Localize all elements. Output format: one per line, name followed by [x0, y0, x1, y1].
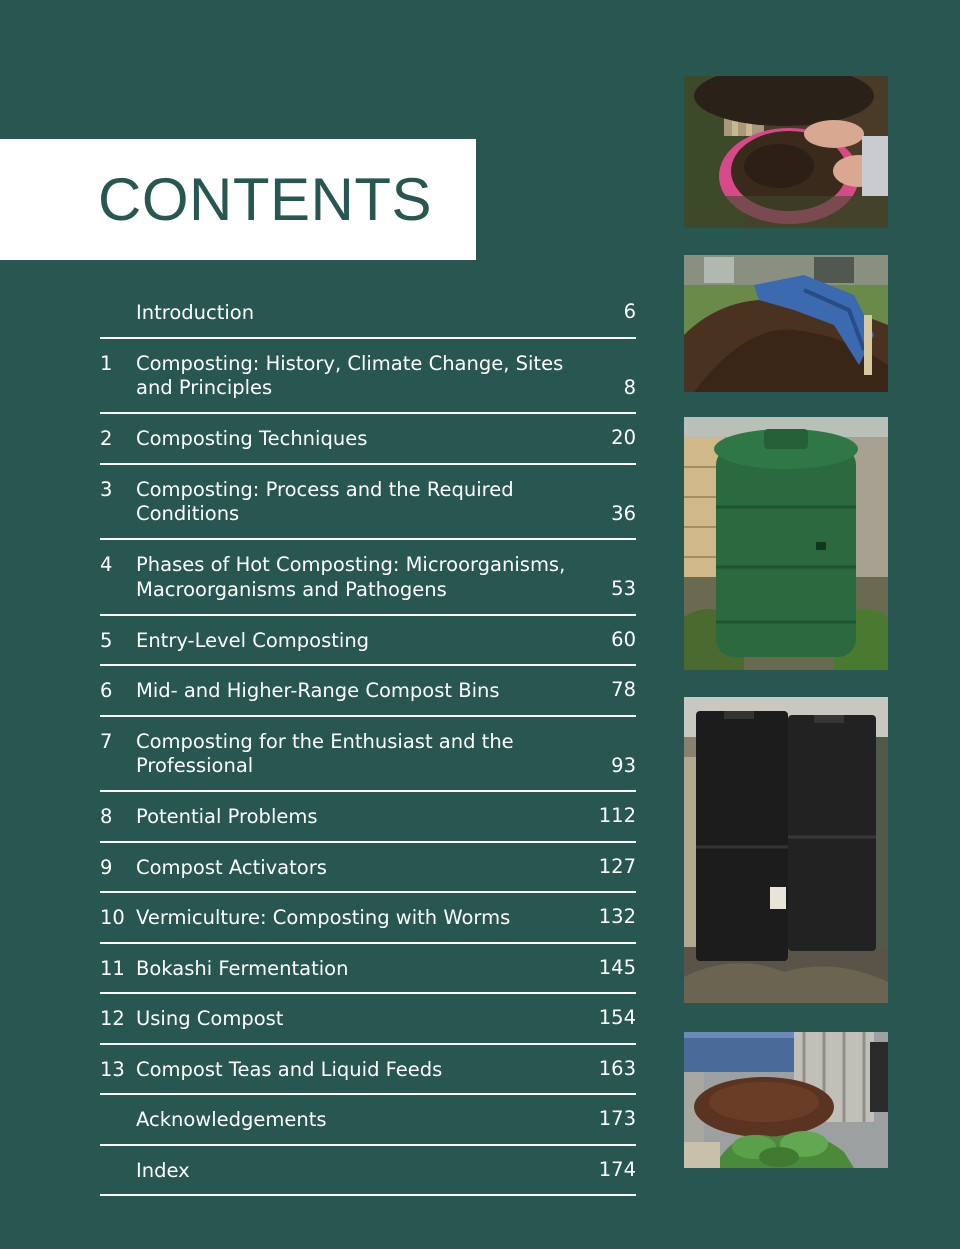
chapter-number: 12 [100, 1007, 125, 1030]
chapter-number: 4 [100, 553, 113, 576]
toc-row[interactable] [100, 1146, 636, 1197]
chapter-title: Composting for the Enthusiast and the Professional [136, 729, 514, 777]
chapter-number: 13 [100, 1057, 125, 1081]
chapter-title: Mid- and Higher-Range Compost Bins [136, 679, 500, 702]
page-number: 6 [623, 300, 636, 323]
page-number: 53 [611, 577, 636, 600]
toc-row[interactable] [100, 414, 636, 465]
chapter-number: 3 [100, 477, 113, 501]
toc-row[interactable] [100, 944, 636, 995]
chapter-title: Potential Problems [136, 805, 318, 828]
page-number: 60 [611, 627, 636, 651]
title-banner [0, 139, 476, 260]
chapter-title: Composting Techniques [136, 427, 368, 450]
toc-row[interactable] [100, 288, 636, 339]
chapter-title: Compost Activators [136, 855, 327, 879]
page-number: 163 [598, 1056, 636, 1080]
toc-row[interactable] [100, 540, 636, 616]
chapter-title: Compost Teas and Liquid Feeds [136, 1057, 443, 1081]
page-number: 20 [611, 426, 636, 449]
chapter-number: 7 [100, 729, 113, 753]
page-number: 93 [611, 753, 636, 777]
toc-row[interactable] [100, 465, 636, 541]
chapter-title: Entry-Level Composting [136, 628, 370, 652]
chapter-title: Index [136, 1158, 190, 1182]
toc-row[interactable] [100, 792, 636, 843]
page-number: 173 [598, 1107, 636, 1130]
toc-row[interactable] [100, 666, 636, 717]
toc-row[interactable] [100, 893, 636, 944]
toc-row[interactable] [100, 1095, 636, 1146]
compost-heap-with-tarp-photo [684, 255, 888, 392]
chapter-title: Composting: Process and the Required Conditions [136, 477, 514, 525]
page-number: 145 [598, 955, 636, 979]
page-number: 112 [598, 804, 636, 827]
page-number: 8 [623, 375, 636, 399]
chapter-title: Using Compost [136, 1007, 284, 1030]
toc-row[interactable] [100, 717, 636, 793]
black-compost-bins-photo [684, 697, 888, 1003]
chapter-title: Vermiculture: Composting with Worms [136, 906, 511, 929]
chapter-number: 5 [100, 628, 113, 652]
chapter-title: Introduction [136, 301, 255, 324]
page-number: 174 [598, 1157, 636, 1181]
green-compost-bin-photo [684, 417, 888, 670]
chapter-title: Bokashi Fermentation [136, 956, 349, 980]
chapter-number: 11 [100, 956, 125, 980]
page-number: 36 [611, 501, 636, 525]
page-number: 154 [598, 1006, 636, 1029]
chapter-title: Composting: History, Climate Change, Sites and Principles [136, 351, 564, 399]
toc-row[interactable] [100, 1045, 636, 1096]
toc-row[interactable] [100, 616, 636, 667]
page-number: 132 [598, 905, 636, 928]
toc-row[interactable] [100, 994, 636, 1045]
page-number: 127 [598, 854, 636, 878]
table-of-contents [100, 288, 636, 1196]
page-number: 78 [611, 678, 636, 701]
toc-row[interactable] [100, 843, 636, 894]
chapter-number: 6 [100, 679, 113, 702]
chapter-number: 9 [100, 855, 113, 879]
chapter-number: 1 [100, 351, 113, 375]
chapter-number: 2 [100, 427, 113, 450]
chapter-number: 8 [100, 805, 113, 828]
chapter-title: Phases of Hot Composting: Microorganisms, Macroorganisms and Pathogens [136, 553, 566, 601]
toc-row[interactable] [100, 339, 636, 415]
chapter-number: 10 [100, 906, 125, 929]
page-title: CONTENTS [98, 166, 432, 233]
compost-in-pink-tub-photo [684, 76, 888, 228]
chapter-title: Acknowledgements [136, 1108, 327, 1131]
pallet-compost-bay-photo [684, 1032, 888, 1168]
